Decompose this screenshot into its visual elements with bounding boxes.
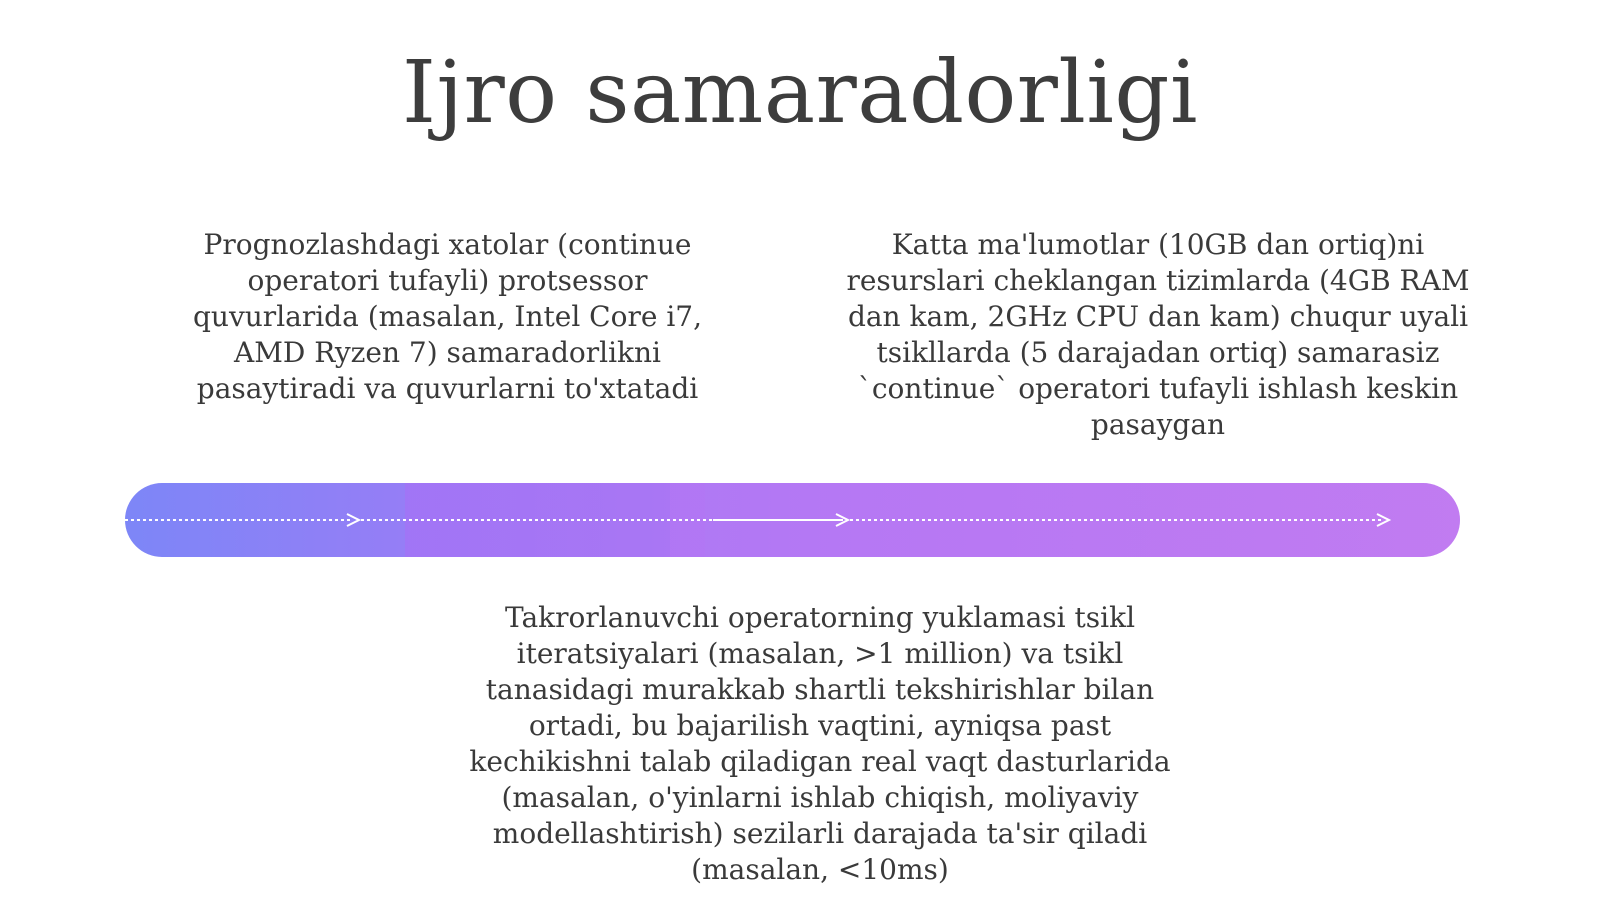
- text-block-left: Prognozlashdagi xatolar (continue operatori tufayli) protsessor quvurlarida (masalan, Intel Core i7, AMD Ryzen 7) samaradorlikni pasaytiradi va quvurlarni to'xtatadi: [193, 228, 702, 405]
- text-block-right: Katta ma'lumotlar (10GB dan ortiq)ni resurslari cheklangan tizimlarda (4GB RAM dan kam, 2GHz CPU dan kam) chuqur uyali tsikllarda (5 darajadan ortiq) samarasiz `continue` operatori tufayli ishlash keskin pasaygan: [846, 228, 1470, 441]
- timeline-arrows: [125, 483, 1460, 557]
- text-block-bottom: Takrorlanuvchi operatorning yuklamasi tsikl iteratsiyalari (masalan, >1 million) va tsikl tanasidagi murakkab shartli tekshirishlar bilan ortadi, bu bajarilish vaqtini, ayniqsa past kechikishni talab qiladigan real vaqt dasturlarida (masalan, o'yinlarni ishlab chiqish, moliyaviy modellashtirish) sezilarli darajada ta'sir qiladi (masalan, <10ms): [469, 601, 1171, 886]
- timeline-bar: [125, 483, 1460, 557]
- slide-title: Ijro samaradorligi: [402, 43, 1198, 143]
